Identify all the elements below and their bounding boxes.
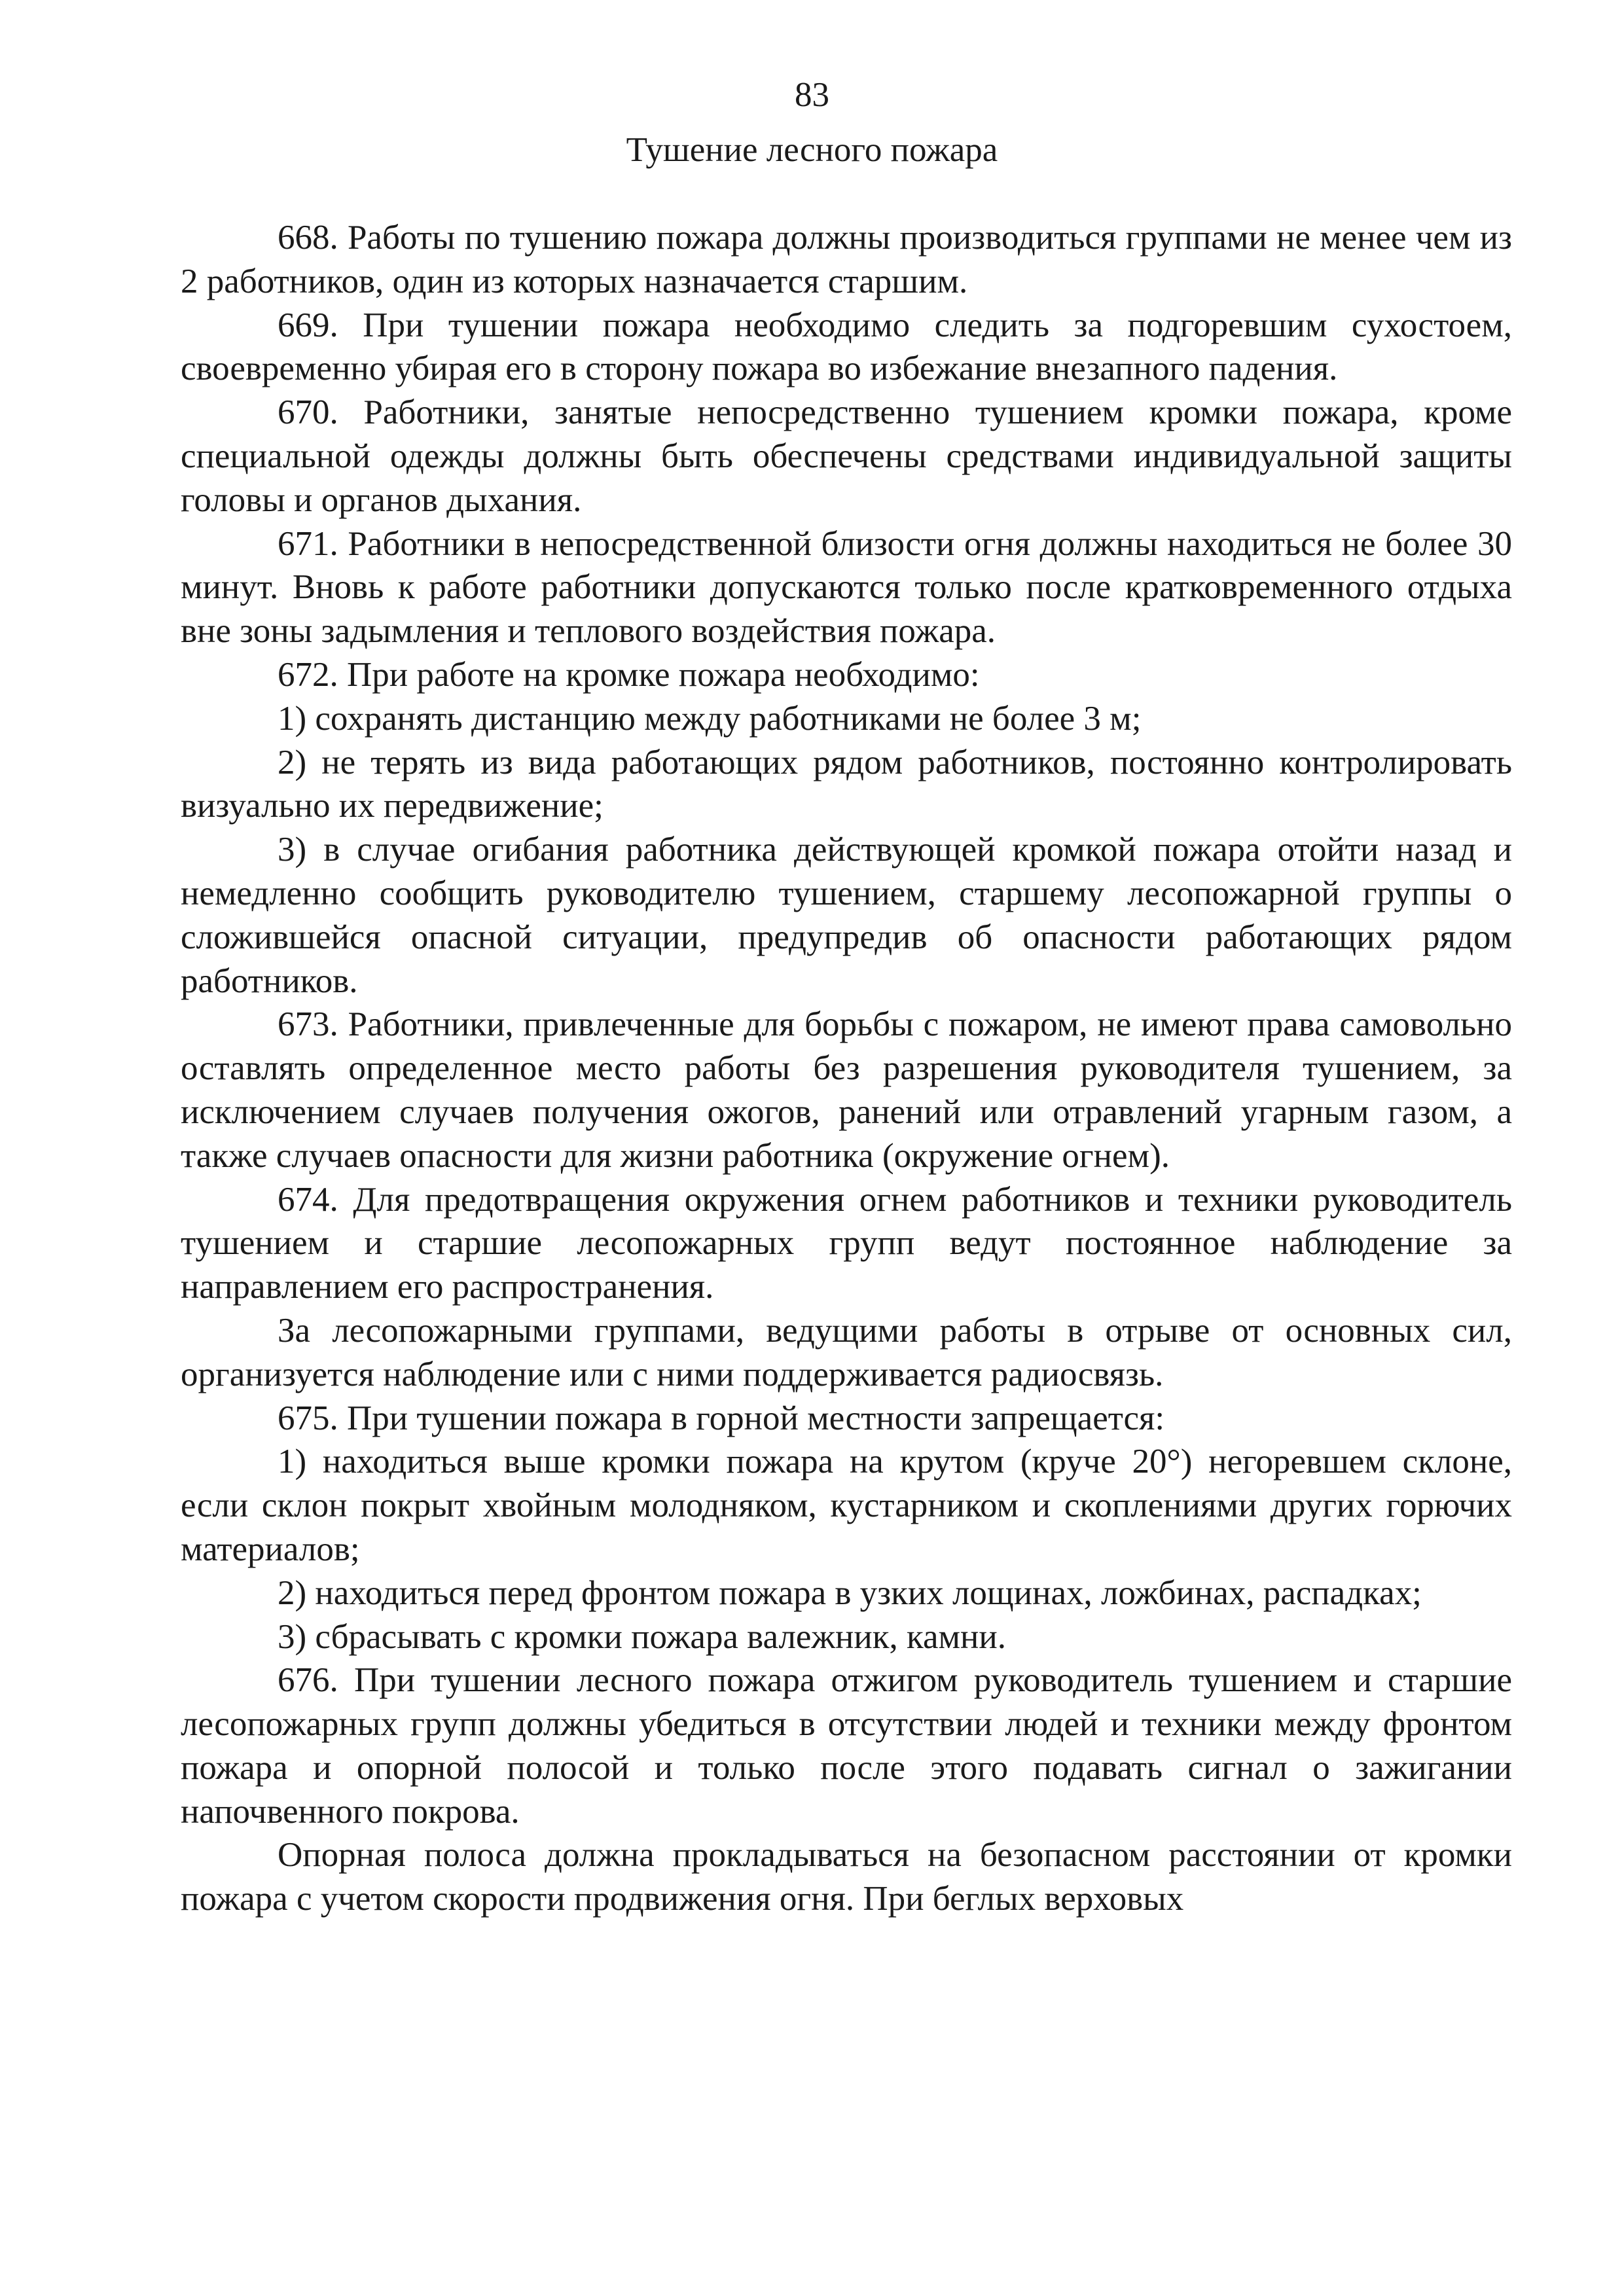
paragraph-673: 673. Работники, привлеченные для борьбы с пожаром, не имеют права самовольно оставлять определенное место работы без разрешения руководителя тушением, за исключением случаев получения ожогов, ранений или отравлений угарным газом, а также случаев опасности для жизни работника (окружение огнем). (181, 1005, 1512, 1175)
paragraph-670: 670. Работники, занятые непосредственно тушением кромки пожара, кроме специальной одежды должны быть обеспечены средствами индивидуальной защиты головы и органов дыхания. (181, 393, 1512, 519)
paragraph-676-continued: Опорная полоса должна прокладываться на безопасном расстоянии от кромки пожара с учетом скорости продвижения огня. При беглых верховых (181, 1836, 1512, 1918)
paragraph-672: 672. При работе на кромке пожара необходимо: (278, 655, 980, 694)
list-item-675-2: 2) находиться перед фронтом пожара в узких лощинах, ложбинах, распадках; (278, 1573, 1422, 1612)
paragraph-675: 675. При тушении пожара в горной местности запрещается: (278, 1399, 1165, 1437)
document-body (181, 216, 1512, 1921)
list-item-675-1: 1) находиться выше кромки пожара на крутом (круче 20°) негоревшем склоне, если склон покрыт хвойным молодняком, кустарником и скоплениями других горючих материалов; (181, 1443, 1512, 1568)
paragraph-671: 671. Работники в непосредственной близости огня должны находиться не более 30 минут. Вновь к работе работники допускаются только после кратковременного отдыха вне зоны задымления и теплового воздействия пожара. (181, 524, 1512, 651)
paragraph-669: 669. При тушении пожара необходимо следить за подгоревшим сухостоем, своевременно убирая его в сторону пожара во избежание внезапного падения. (181, 306, 1512, 388)
paragraph-676: 676. При тушении лесного пожара отжигом руководитель тушением и старшие лесопожарных групп должны убедиться в отсутствии людей и техники между фронтом пожара и опорной полосой и только после этого подавать сигнал о зажигании напочвенного покрова. (181, 1661, 1512, 1831)
paragraph-668: 668. Работы по тушению пожара должны производиться группами не менее чем из 2 работников, один из которых назначается старшим. (181, 219, 1512, 300)
paragraph-674-continued: За лесопожарными группами, ведущими работы в отрыве от основных сил, организуется наблюдение или с ними поддерживается радиосвязь. (181, 1311, 1512, 1393)
paragraph-674: 674. Для предотвращения окружения огнем работников и техники руководитель тушением и старшие лесопожарных групп ведут постоянное наблюдение за направлением его распространения. (181, 1180, 1512, 1306)
list-item-675-3: 3) сбрасывать с кромки пожара валежник, камни. (278, 1617, 1006, 1656)
list-item-672-2: 2) не терять из вида работающих рядом работников, постоянно контролировать визуально их передвижение; (181, 743, 1512, 825)
list-item-672-1: 1) сохранять дистанцию между работниками не более 3 м; (278, 699, 1142, 738)
list-item-672-3: 3) в случае огибания работника действующей кромкой пожара отойти назад и немедленно сообщить руководителю тушением, старшему лесопожарной группы о сложившейся опасной ситуации, предупредив об опасности работающих рядом работников. (181, 831, 1512, 1000)
page-number: 83 (795, 76, 829, 114)
section-title: Тушение лесного пожара (626, 131, 998, 169)
